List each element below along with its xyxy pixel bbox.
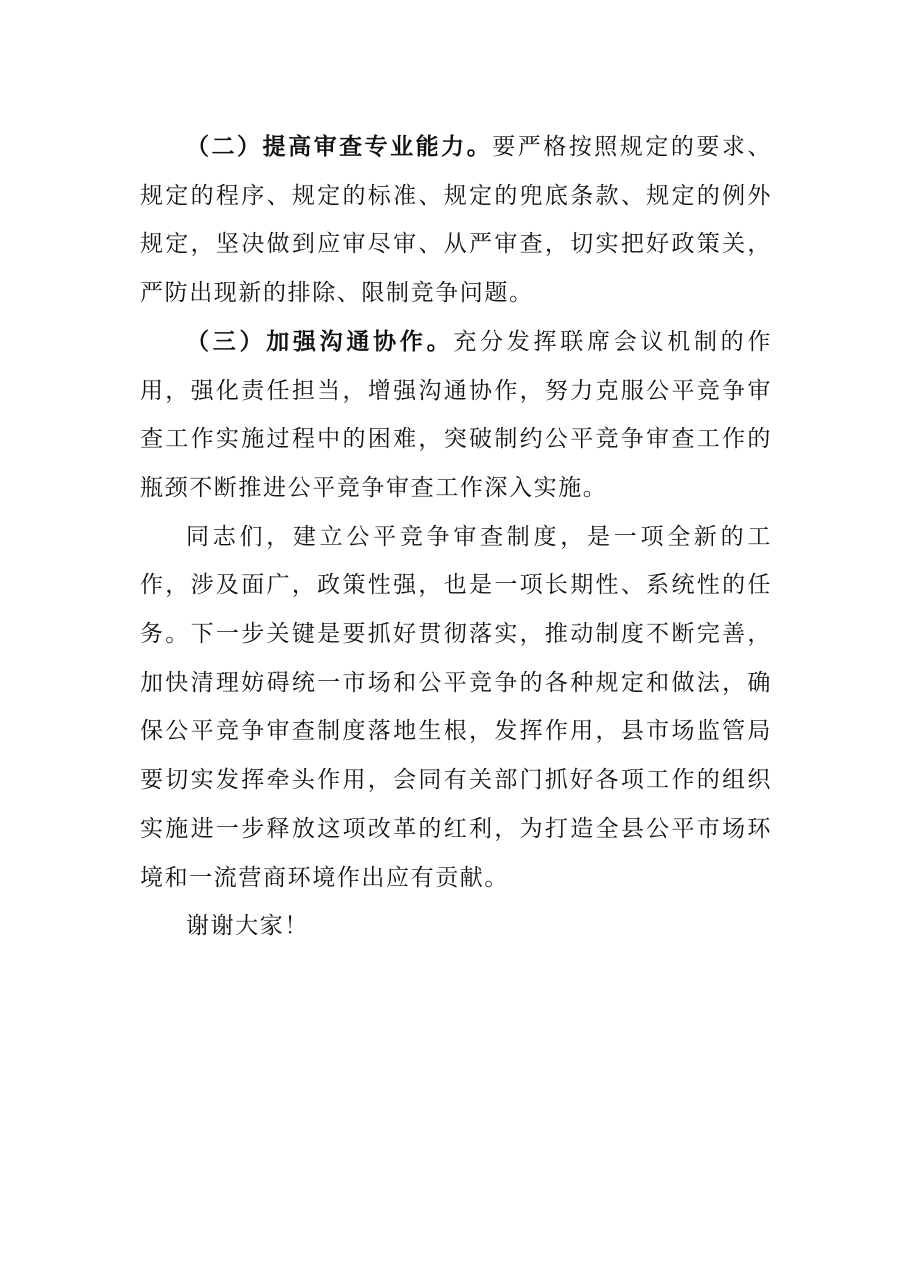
paragraph-text: 要严格按照规定的要求、规定的程序、规定的标准、规定的兜底条款、规定的例外规定，坚决做到应审尽审、从严审查，切实把好政策关，严防出现新的排除、限制竞争问题。 — [140, 134, 772, 307]
paragraph-text: 谢谢大家！ — [186, 913, 309, 940]
document-body — [140, 123, 772, 951]
paragraph-strengthen-communication — [140, 318, 772, 513]
paragraph-text: 充分发挥联席会议机制的作用，强化责任担当，增强沟通协作，努力克服公平竞争审查工作实施过程中的困难，突破制约公平竞争审查工作的瓶颈不断推进公平竞争审查工作深入实施。 — [140, 328, 773, 501]
paragraph-closing-remarks — [140, 513, 772, 903]
section-heading-three: （三）加强沟通协作。 — [186, 328, 454, 355]
paragraph-improve-review-capability — [140, 123, 772, 318]
paragraph-thanks — [140, 902, 772, 951]
section-heading-two: （二）提高审查专业能力。 — [186, 134, 493, 160]
paragraph-text: 同志们，建立公平竞争审查制度，是一项全新的工作，涉及面广，政策性强，也是一项长期性、系统性的任务。下一步关键是要抓好贯彻落实，推动制度不断完善，加快清理妨碍统一市场和公平竞争的各种规定和做法，确保公平竞争审查制度落地生根，发挥作用，县市场监管局要切实发挥牵头作用，会同有关部门抓好各项工作的组织实施进一步释放这项改革的红利，为打造全县公平市场环境和一流营商环境作出应有贡献。 — [140, 523, 772, 891]
